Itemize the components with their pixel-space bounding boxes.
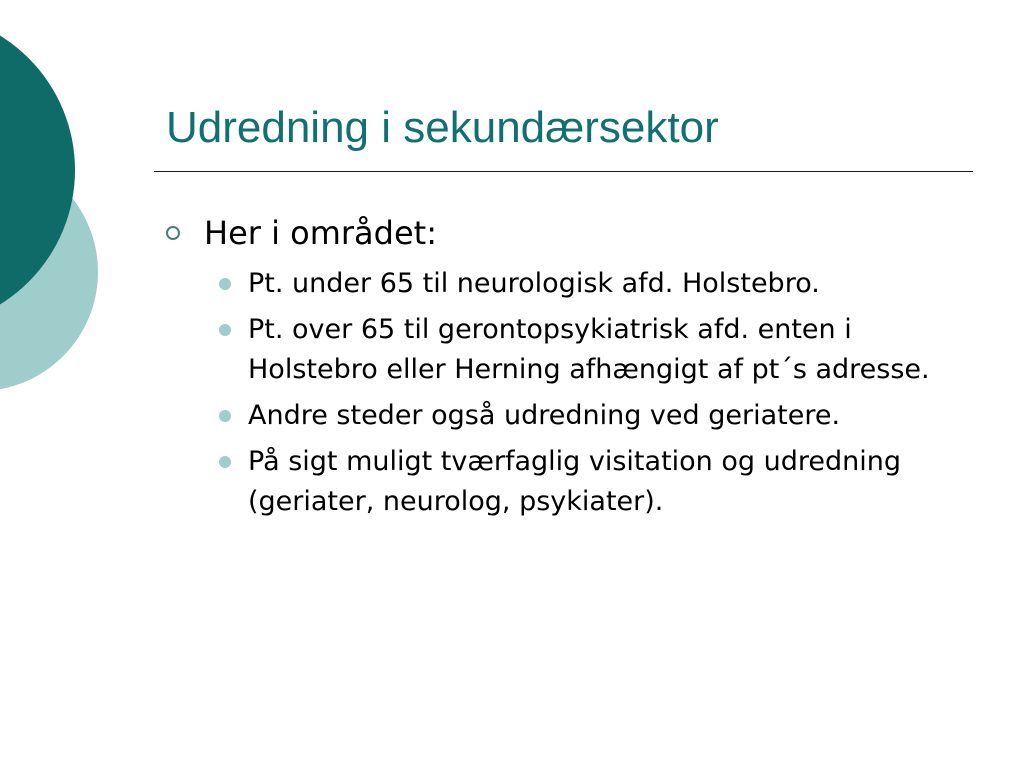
sub-bullet-item	[216, 442, 956, 522]
sub-bullet-item	[216, 310, 956, 390]
hollow-circle-bullet-icon	[166, 226, 180, 240]
filled-circle-bullet-icon	[219, 410, 231, 422]
filled-circle-bullet-icon	[219, 278, 231, 290]
sub-bullet-item	[216, 396, 956, 436]
sub-bullet-list	[216, 264, 956, 528]
title-divider	[154, 171, 973, 172]
sub-bullet-item	[216, 264, 956, 304]
filled-circle-bullet-icon	[219, 456, 231, 468]
filled-circle-bullet-icon	[219, 324, 231, 336]
sub-bullet-text: Pt. under 65 til neurologisk afd. Holstebro.	[248, 268, 820, 299]
main-bullet-text: Her i området:	[204, 214, 437, 252]
sub-bullet-text: På sigt muligt tværfaglig visitation og udredning (geriater, neurolog, psykiater).	[248, 446, 901, 517]
main-bullet	[166, 210, 437, 256]
sub-bullet-text: Andre steder også udredning ved geriatere.	[248, 400, 841, 431]
slide-title: Udredning i sekundærsektor	[166, 103, 719, 152]
sub-bullet-text: Pt. over 65 til gerontopsykiatrisk afd. enten i Holstebro eller Herning afhængigt af pt´s adresse.	[248, 314, 930, 385]
